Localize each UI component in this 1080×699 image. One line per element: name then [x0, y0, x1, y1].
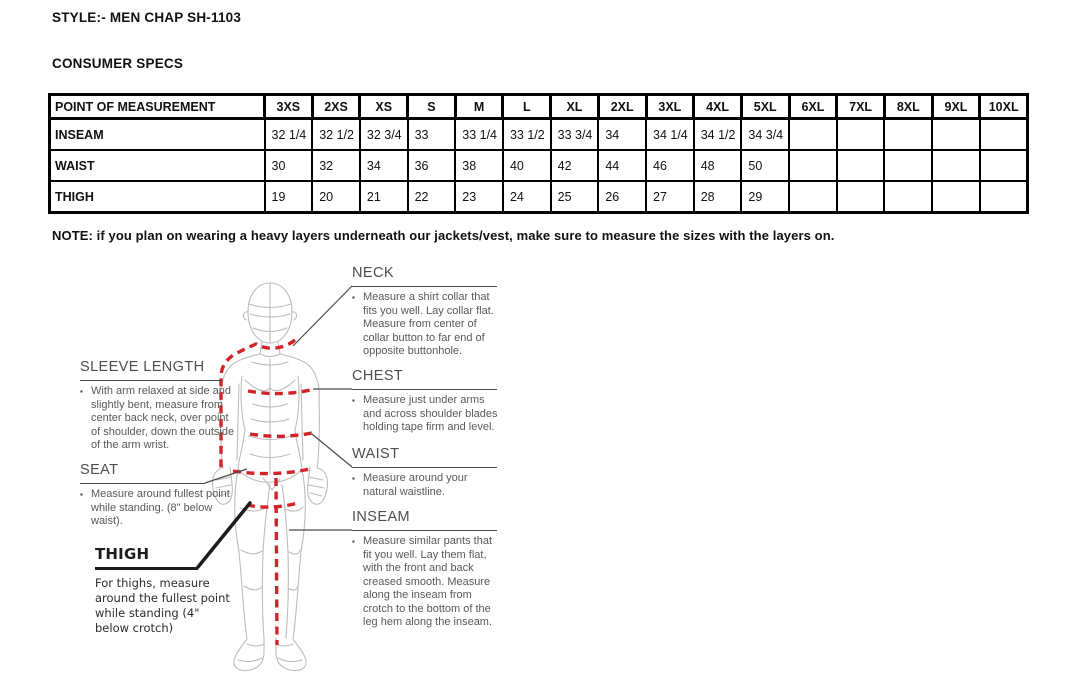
consumer-specs-title: CONSUMER SPECS: [52, 56, 184, 71]
size-value-cell: 44: [598, 150, 646, 181]
size-value-cell: 23: [455, 181, 503, 213]
guide-section-waist: [352, 445, 500, 499]
bullet-icon: ▪: [80, 387, 83, 396]
size-value-cell: 32: [312, 150, 360, 181]
column-header-size: 2XS: [312, 95, 360, 119]
waist-description: Measure around your natural waistline.: [363, 472, 468, 498]
inseam-measure-line: [276, 478, 277, 645]
bullet-icon: ▪: [352, 474, 355, 483]
bullet-icon: ▪: [352, 537, 355, 546]
size-value-cell: 33 1/4: [455, 119, 503, 151]
table-row: [50, 181, 1028, 213]
chest-description: Measure just under arms and across shoulder blades holding tape firm and level.: [363, 394, 498, 433]
column-header-point-of-measurement: POINT OF MEASUREMENT: [50, 95, 265, 119]
size-value-cell: 25: [551, 181, 599, 213]
size-value-cell: 42: [551, 150, 599, 181]
size-value-cell: [837, 181, 885, 213]
size-value-cell: [932, 119, 980, 151]
style-title: STYLE:- MEN CHAP SH-1103: [52, 10, 242, 25]
column-header-size: S: [408, 95, 456, 119]
size-table: [48, 93, 1029, 214]
sleeve-length-description: With arm relaxed at side and slightly bent, measure from center back neck, over point of shoulder, down the outside of the arm wrist.: [91, 385, 235, 451]
size-value-cell: [980, 181, 1028, 213]
size-value-cell: [884, 119, 932, 151]
size-value-cell: 36: [408, 150, 456, 181]
row-label: WAIST: [50, 150, 265, 181]
size-value-cell: [980, 150, 1028, 181]
size-value-cell: 29: [741, 181, 789, 213]
size-value-cell: [932, 150, 980, 181]
column-header-size: 6XL: [789, 95, 837, 119]
size-value-cell: 21: [360, 181, 408, 213]
column-header-size: XS: [360, 95, 408, 119]
guide-section-seat: [80, 461, 236, 529]
size-value-cell: 50: [741, 150, 789, 181]
row-label: INSEAM: [50, 119, 265, 151]
size-value-cell: [932, 181, 980, 213]
neck-heading: NECK: [352, 264, 497, 287]
inseam-description: Measure similar pants that fit you well. Lay them flat, with the front and back creased smooth. Measure along the inseam from crotch to the bottom of the leg hem along the inseam.: [363, 535, 493, 628]
thigh-heading: THIGH: [95, 545, 198, 570]
column-header-size: 3XS: [265, 95, 313, 119]
column-header-size: 2XL: [598, 95, 646, 119]
size-value-cell: 40: [503, 150, 551, 181]
size-value-cell: 32 1/4: [265, 119, 313, 151]
size-value-cell: [789, 181, 837, 213]
size-value-cell: [837, 119, 885, 151]
note-text: NOTE: if you plan on wearing a heavy layers underneath our jackets/vest, make sure to measure the sizes with the layers on.: [52, 228, 835, 243]
size-value-cell: [884, 150, 932, 181]
thigh-measure-line: [247, 503, 298, 507]
size-value-cell: 46: [646, 150, 694, 181]
column-header-size: 4XL: [694, 95, 742, 119]
size-value-cell: [980, 119, 1028, 151]
size-value-cell: 32 1/2: [312, 119, 360, 151]
size-value-cell: 30: [265, 150, 313, 181]
neck-callout-line: [293, 286, 352, 346]
column-header-size: 7XL: [837, 95, 885, 119]
guide-section-chest: [352, 367, 500, 435]
size-value-cell: 27: [646, 181, 694, 213]
thigh-description: For thighs, measure around the fullest point while standing (4" below crotch): [95, 576, 230, 635]
seat-description: Measure around fullest point while standing. (8" below waist).: [91, 488, 230, 527]
column-header-size: 9XL: [932, 95, 980, 119]
inseam-heading: INSEAM: [352, 508, 497, 531]
seat-heading: SEAT: [80, 461, 205, 484]
sleeve-length-heading: SLEEVE LENGTH: [80, 358, 222, 381]
column-header-size: 10XL: [980, 95, 1028, 119]
waist-heading: WAIST: [352, 445, 497, 468]
table-row: [50, 150, 1028, 181]
size-value-cell: 19: [265, 181, 313, 213]
column-header-size: XL: [551, 95, 599, 119]
size-value-cell: 33 3/4: [551, 119, 599, 151]
guide-section-neck: [352, 264, 500, 359]
column-header-size: 8XL: [884, 95, 932, 119]
size-value-cell: 34 3/4: [741, 119, 789, 151]
size-value-cell: 22: [408, 181, 456, 213]
row-label: THIGH: [50, 181, 265, 213]
size-value-cell: 34: [360, 150, 408, 181]
bullet-icon: ▪: [80, 490, 83, 499]
size-value-cell: 32 3/4: [360, 119, 408, 151]
size-table-header-row: [50, 95, 1028, 119]
bullet-icon: ▪: [352, 293, 355, 302]
column-header-size: 5XL: [741, 95, 789, 119]
neck-description: Measure a shirt collar that fits you well. Lay collar flat. Measure from center of collar button to far end of opposite buttonhole.: [363, 291, 494, 357]
size-value-cell: 34 1/2: [694, 119, 742, 151]
size-value-cell: 28: [694, 181, 742, 213]
chest-heading: CHEST: [352, 367, 497, 390]
size-value-cell: 34: [598, 119, 646, 151]
bullet-icon: ▪: [352, 396, 355, 405]
table-row: [50, 119, 1028, 151]
guide-section-thigh: [95, 545, 235, 636]
size-value-cell: 38: [455, 150, 503, 181]
column-header-size: L: [503, 95, 551, 119]
size-value-cell: 24: [503, 181, 551, 213]
size-value-cell: [884, 181, 932, 213]
size-value-cell: 26: [598, 181, 646, 213]
column-header-size: 3XL: [646, 95, 694, 119]
size-value-cell: [837, 150, 885, 181]
column-header-size: M: [455, 95, 503, 119]
size-value-cell: 48: [694, 150, 742, 181]
size-value-cell: 33: [408, 119, 456, 151]
size-value-cell: [789, 119, 837, 151]
size-value-cell: 34 1/4: [646, 119, 694, 151]
guide-section-sleeve-length: [80, 358, 236, 453]
size-value-cell: [789, 150, 837, 181]
size-value-cell: 33 1/2: [503, 119, 551, 151]
guide-section-inseam: [352, 508, 500, 630]
size-value-cell: 20: [312, 181, 360, 213]
